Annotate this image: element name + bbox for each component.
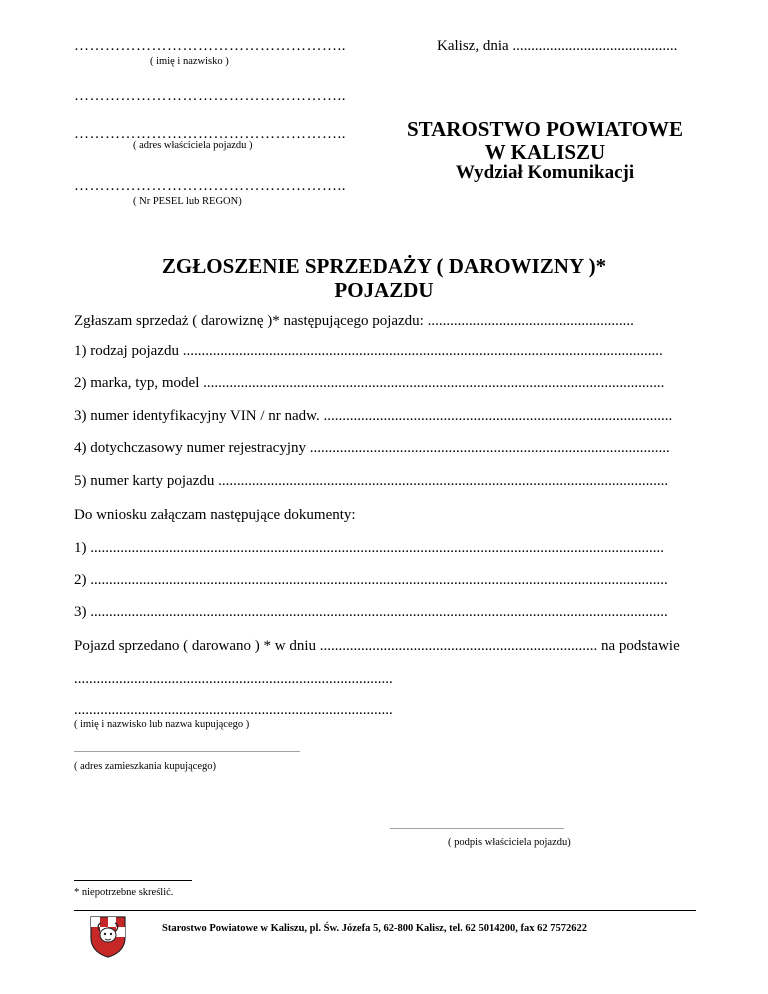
intro-line: Zgłaszam sprzedaż ( darowiznę )* następującego pojazdu: ....................................................... bbox=[74, 313, 634, 329]
office-name-line1: STAROSTWO POWIATOWE bbox=[407, 117, 683, 141]
footer-address: Starostwo Powiatowe w Kaliszu, pl. Św. Józefa 5, 62-800 Kalisz, tel. 62 5014200, fax 62 7572622 bbox=[162, 923, 588, 934]
office-department: Wydział Komunikacji bbox=[455, 162, 635, 183]
vehicle-registration-line: 4) dotychczasowy numer rejestracyjny ................................................................................................ bbox=[74, 440, 670, 456]
owner-pesel-line: …………………………………………….. bbox=[74, 178, 346, 194]
attachment-line-2: 2) .......................................................................................................................................................... bbox=[74, 572, 668, 588]
form-title-line2: POJAZDU bbox=[334, 278, 434, 302]
buyer-address-line: ................................................................................................................. bbox=[74, 745, 300, 754]
buyer-address-caption: ( adres zamieszkania kupującego) bbox=[74, 761, 216, 772]
signature-caption: ( podpis właściciela pojazdu) bbox=[448, 837, 571, 848]
footnote-separator bbox=[74, 880, 192, 881]
attachment-line-1: 1) ......................................................................................................................................................... bbox=[74, 540, 664, 556]
attachments-heading: Do wniosku załączam następujące dokumenty: bbox=[74, 507, 356, 523]
footer-separator bbox=[74, 910, 696, 911]
vehicle-make-line: 2) marka, typ, model ........................................................................................................................... bbox=[74, 375, 665, 391]
footnote: * niepotrzebne skreślić. bbox=[74, 887, 174, 898]
owner-name-line: …………………………………………….. bbox=[74, 38, 346, 54]
buyer-line-2: ..................................................................................... bbox=[74, 702, 393, 718]
coat-of-arms-icon bbox=[88, 914, 128, 958]
vehicle-vin-line: 3) numer identyfikacyjny VIN / nr nadw. ............................................................................................. bbox=[74, 408, 673, 424]
owner-name-caption: ( imię i nazwisko ) bbox=[150, 56, 229, 67]
vehicle-type-line: 1) rodzaj pojazdu ................................................................................................................................ bbox=[74, 343, 663, 359]
owner-extra-line: …………………………………………….. bbox=[74, 88, 346, 104]
signature-line: ....................................................................................... bbox=[390, 822, 564, 831]
buyer-line-1: ..................................................................................... bbox=[74, 671, 393, 687]
vehicle-card-line: 5) numer karty pojazdu ........................................................................................................................ bbox=[74, 473, 669, 489]
owner-pesel-caption: ( Nr PESEL lub REGON) bbox=[133, 196, 242, 207]
form-title-line1: ZGŁOSZENIE SPRZEDAŻY ( DAROWIZNY )* bbox=[161, 254, 607, 278]
owner-address-caption: ( adres właściciela pojazdu ) bbox=[133, 140, 253, 151]
office-name-line2: W KALISZU bbox=[484, 140, 606, 164]
sale-date-line: Pojazd sprzedano ( darowano ) * w dniu .......................................................................... na podstawie bbox=[74, 638, 680, 654]
date-label: Kalisz, dnia ............................................ bbox=[437, 38, 678, 54]
owner-address-line: …………………………………………….. bbox=[74, 126, 346, 142]
buyer-name-caption: ( imię i nazwisko lub nazwa kupującego ) bbox=[74, 719, 250, 730]
attachment-line-3: 3) .......................................................................................................................................................... bbox=[74, 604, 668, 620]
